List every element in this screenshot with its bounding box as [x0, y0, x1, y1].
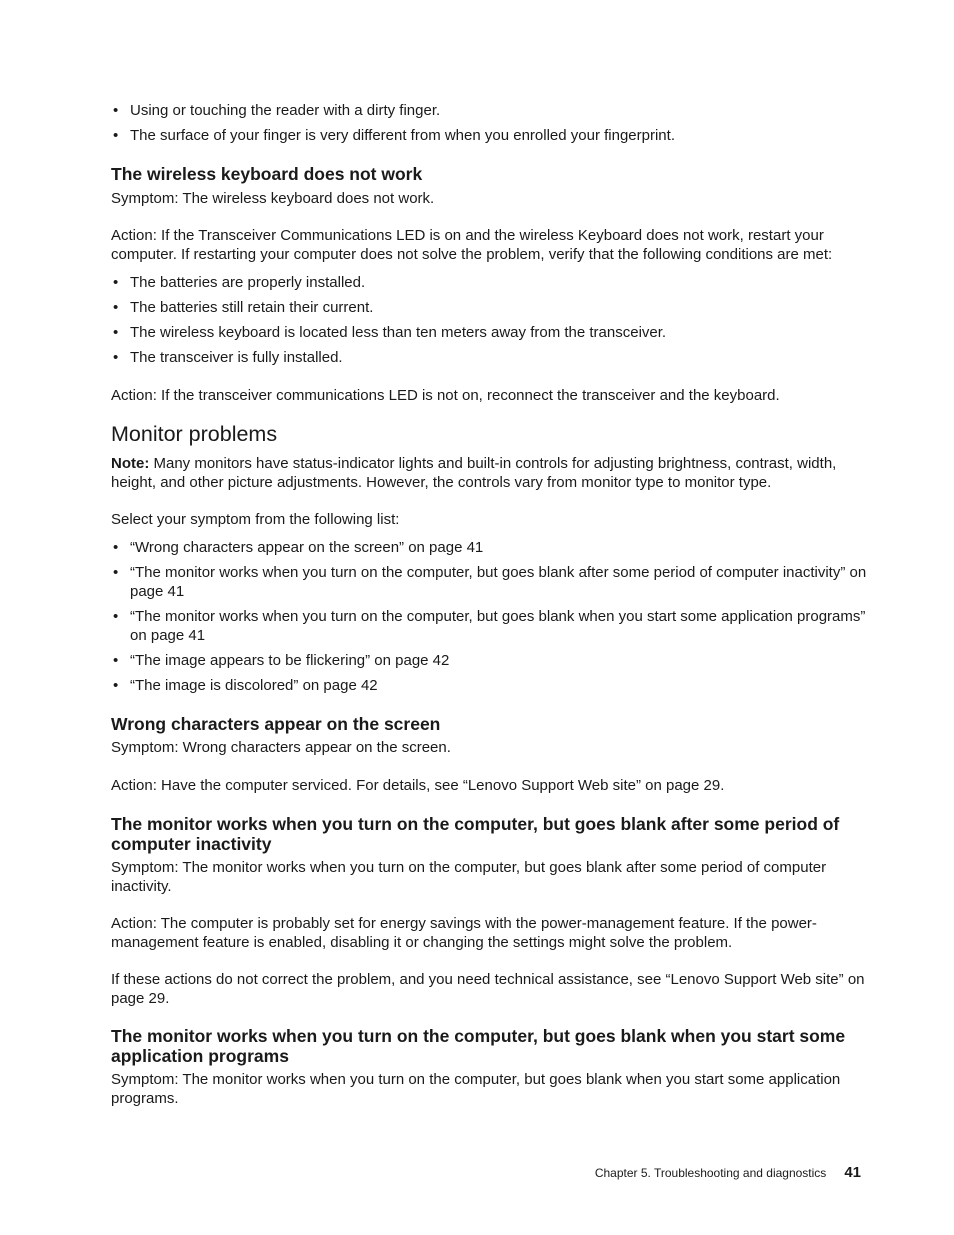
blank-applications-heading: The monitor works when you turn on the computer, but goes blank when you start some application programs: [111, 1026, 846, 1066]
symptom-link-blank-applications[interactable]: • “The monitor works when you turn on the computer, but goes blank when you start some application programs” on page 41: [111, 607, 871, 645]
symptom-link-flickering[interactable]: • “The image appears to be flickering” on page 42: [111, 651, 871, 670]
blank-inactivity-symptom: Symptom: The monitor works when you turn on the computer, but goes blank after some period of computer inactivity.: [111, 859, 827, 895]
wireless-action-2: Action: If the transceiver communications LED is not on, reconnect the transceiver and the keyboard.: [111, 387, 780, 404]
note-text: Many monitors have status-indicator lights and built-in controls for adjusting brightness, contrast, width, height, and other picture adjustments. However, the controls vary from monitor type to monitor type.: [111, 455, 837, 491]
select-symptom-text: Select your symptom from the following list:: [111, 511, 400, 528]
symptom-link-discolored[interactable]: • “The image is discolored” on page 42: [111, 676, 871, 695]
list-item: • Using or touching the reader with a dirty finger.: [111, 101, 871, 120]
note-label: Note:: [111, 455, 150, 472]
wrong-characters-heading: Wrong characters appear on the screen: [111, 714, 441, 734]
monitor-problems-heading: Monitor problems: [111, 422, 278, 446]
blank-inactivity-action: Action: The computer is probably set for energy savings with the power-management feature. If the power-management feature is enabled, disabling it or changing the settings might solve the problem.: [111, 915, 817, 951]
wireless-symptom: Symptom: The wireless keyboard does not work.: [111, 190, 435, 207]
list-item: • The transceiver is fully installed.: [111, 348, 871, 367]
wrong-characters-action: Action: Have the computer serviced. For details, see “Lenovo Support Web site” on page 29.: [111, 777, 725, 794]
symptom-link-blank-inactivity[interactable]: • “The monitor works when you turn on the computer, but goes blank after some period of computer inactivity” on page 41: [111, 563, 871, 601]
document-page: [111, 101, 871, 1108]
monitor-note: [111, 454, 871, 492]
page-footer: [595, 1163, 861, 1183]
list-item: • The batteries still retain their current.: [111, 298, 871, 317]
wireless-heading: The wireless keyboard does not work: [111, 164, 423, 184]
symptom-link-wrong-characters[interactable]: • “Wrong characters appear on the screen” on page 41: [111, 538, 871, 557]
blank-applications-symptom: Symptom: The monitor works when you turn on the computer, but goes blank when you start some application programs.: [111, 1071, 841, 1107]
monitor-symptom-list: [111, 538, 871, 695]
list-item: • The wireless keyboard is located less than ten meters away from the transceiver.: [111, 323, 871, 342]
list-item: • The surface of your finger is very different from when you enrolled your fingerprint.: [111, 126, 871, 145]
page-number: 41: [844, 1164, 861, 1181]
blank-inactivity-followup: If these actions do not correct the problem, and you need technical assistance, see “Lenovo Support Web site” on page 29.: [111, 971, 865, 1007]
footer-chapter: Chapter 5. Troubleshooting and diagnostics: [594, 1166, 827, 1180]
blank-inactivity-heading: The monitor works when you turn on the computer, but goes blank after some period of computer inactivity: [111, 814, 840, 854]
list-item: • The batteries are properly installed.: [111, 273, 871, 292]
fingerprint-bullets: [111, 101, 871, 145]
wrong-characters-symptom: Symptom: Wrong characters appear on the screen.: [111, 739, 451, 756]
wireless-action-1: Action: If the Transceiver Communications LED is on and the wireless Keyboard does not work, restart your computer. If restarting your computer does not solve the problem, verify that the following conditions are met:: [111, 227, 833, 263]
wireless-conditions: [111, 273, 871, 367]
